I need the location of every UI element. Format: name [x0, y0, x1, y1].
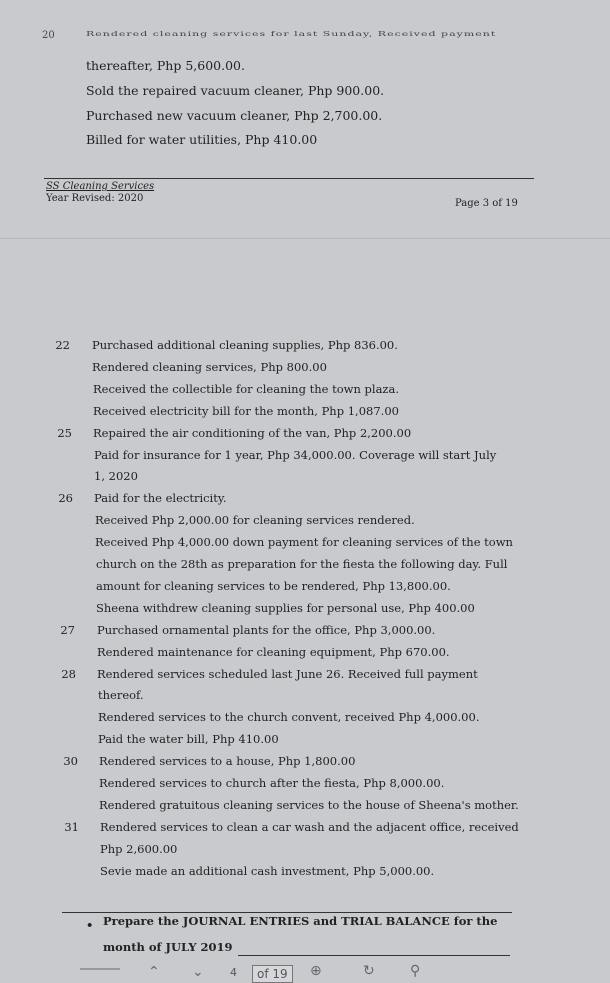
footer-year-revised: Year Revised: 2020	[46, 193, 144, 204]
transaction-line: Received the collectible for cleaning the town plaza.	[93, 382, 399, 396]
rotate-icon[interactable]: ↻	[363, 963, 375, 979]
transaction-line: Rendered gratuitous cleaning services to the house of Sheena's mother.	[99, 798, 519, 812]
transaction-line: Rendered cleaning services, Php 800.00	[92, 360, 327, 374]
prev-line-3: Purchased new vacuum cleaner, Php 2,700.00.	[86, 108, 383, 123]
current-page-input[interactable]: 4	[230, 966, 237, 979]
transaction-line: Repaired the air conditioning of the van, Php 2,200.00	[93, 426, 412, 440]
day-number: 27	[60, 623, 75, 637]
toolbar-left-bar	[80, 968, 120, 970]
transaction-line: church on the 28th as preparation for the fiesta the following day. Full	[96, 557, 508, 571]
transaction-line: Paid the water bill, Php 410.00	[98, 732, 279, 746]
transaction-line: Rendered services to the church convent, received Php 4,000.00.	[98, 710, 480, 724]
page-break	[0, 238, 610, 239]
day-number: 28	[61, 667, 76, 681]
transaction-line: Purchased ornamental plants for the office, Php 3,000.00.	[97, 623, 436, 637]
day-number: 30	[63, 754, 78, 768]
transaction-line: Purchased additional cleaning supplies, Php 836.00.	[92, 338, 398, 352]
transaction-line: amount for cleaning services to be rendered, Php 13,800.00.	[96, 579, 451, 593]
transaction-line: Php 2,600.00	[100, 842, 178, 856]
day-number: 25	[57, 426, 72, 440]
page-number-label: Page 3 of 19	[455, 198, 518, 209]
transaction-line: Rendered services to a house, Php 1,800.00	[99, 754, 356, 768]
transaction-line: Rendered maintenance for cleaning equipment, Php 670.00.	[97, 645, 450, 659]
transaction-line: Paid for the electricity.	[94, 491, 227, 505]
instruction-line-2: month of JULY 2019	[103, 940, 233, 954]
instruction-bottom-rule	[238, 955, 510, 956]
prev-line-1: thereafter, Php 5,600.00.	[86, 58, 245, 73]
cut-day-number: 20	[42, 30, 55, 41]
prev-line-2: Sold the repaired vacuum cleaner, Php 900.00.	[86, 83, 385, 98]
transaction-line: Rendered services to clean a car wash and the adjacent office, received	[100, 820, 519, 834]
day-number: 26	[58, 491, 73, 505]
instruction-line-1: Prepare the JOURNAL ENTRIES and TRIAL BALANCE for the	[103, 914, 498, 928]
instruction-top-rule	[62, 912, 512, 913]
transaction-line: Paid for insurance for 1 year, Php 34,000.00. Coverage will start July	[94, 448, 497, 462]
transaction-line: Received electricity bill for the month, Php 1,087.00	[93, 404, 399, 418]
transaction-line: Sevie made an additional cash investment, Php 5,000.00.	[100, 864, 435, 878]
transaction-line: Rendered services scheduled last June 26. Received full payment	[97, 667, 478, 681]
search-icon[interactable]: ⚲	[410, 963, 421, 979]
instruction-bullet: •	[86, 918, 94, 932]
cut-off-line: Rendered cleaning services for last Sunday, Received payment	[86, 30, 497, 38]
day-number: 31	[64, 820, 79, 834]
chevron-down-icon[interactable]: ⌄	[192, 964, 204, 980]
viewer-toolbar	[80, 962, 610, 982]
day-number: 22	[55, 338, 70, 352]
transaction-line: 1, 2020	[94, 469, 138, 483]
page-footer	[46, 181, 154, 205]
footer-divider	[44, 178, 534, 179]
footer-company: SS Cleaning Services	[46, 181, 155, 192]
prev-line-4: Billed for water utilities, Php 410.00	[86, 132, 318, 147]
transaction-line: Rendered services to church after the fiesta, Php 8,000.00.	[99, 776, 445, 790]
page-total-label: of 19	[252, 965, 293, 983]
chevron-up-icon[interactable]: ⌃	[148, 964, 160, 980]
transaction-line: thereof.	[98, 688, 144, 702]
zoom-in-icon[interactable]: ⊕	[310, 963, 322, 979]
transaction-line: Received Php 2,000.00 for cleaning services rendered.	[95, 513, 415, 527]
transaction-line: Sheena withdrew cleaning supplies for personal use, Php 400.00	[96, 601, 475, 615]
transaction-line: Received Php 4,000.00 down payment for cleaning services of the town	[95, 535, 513, 549]
